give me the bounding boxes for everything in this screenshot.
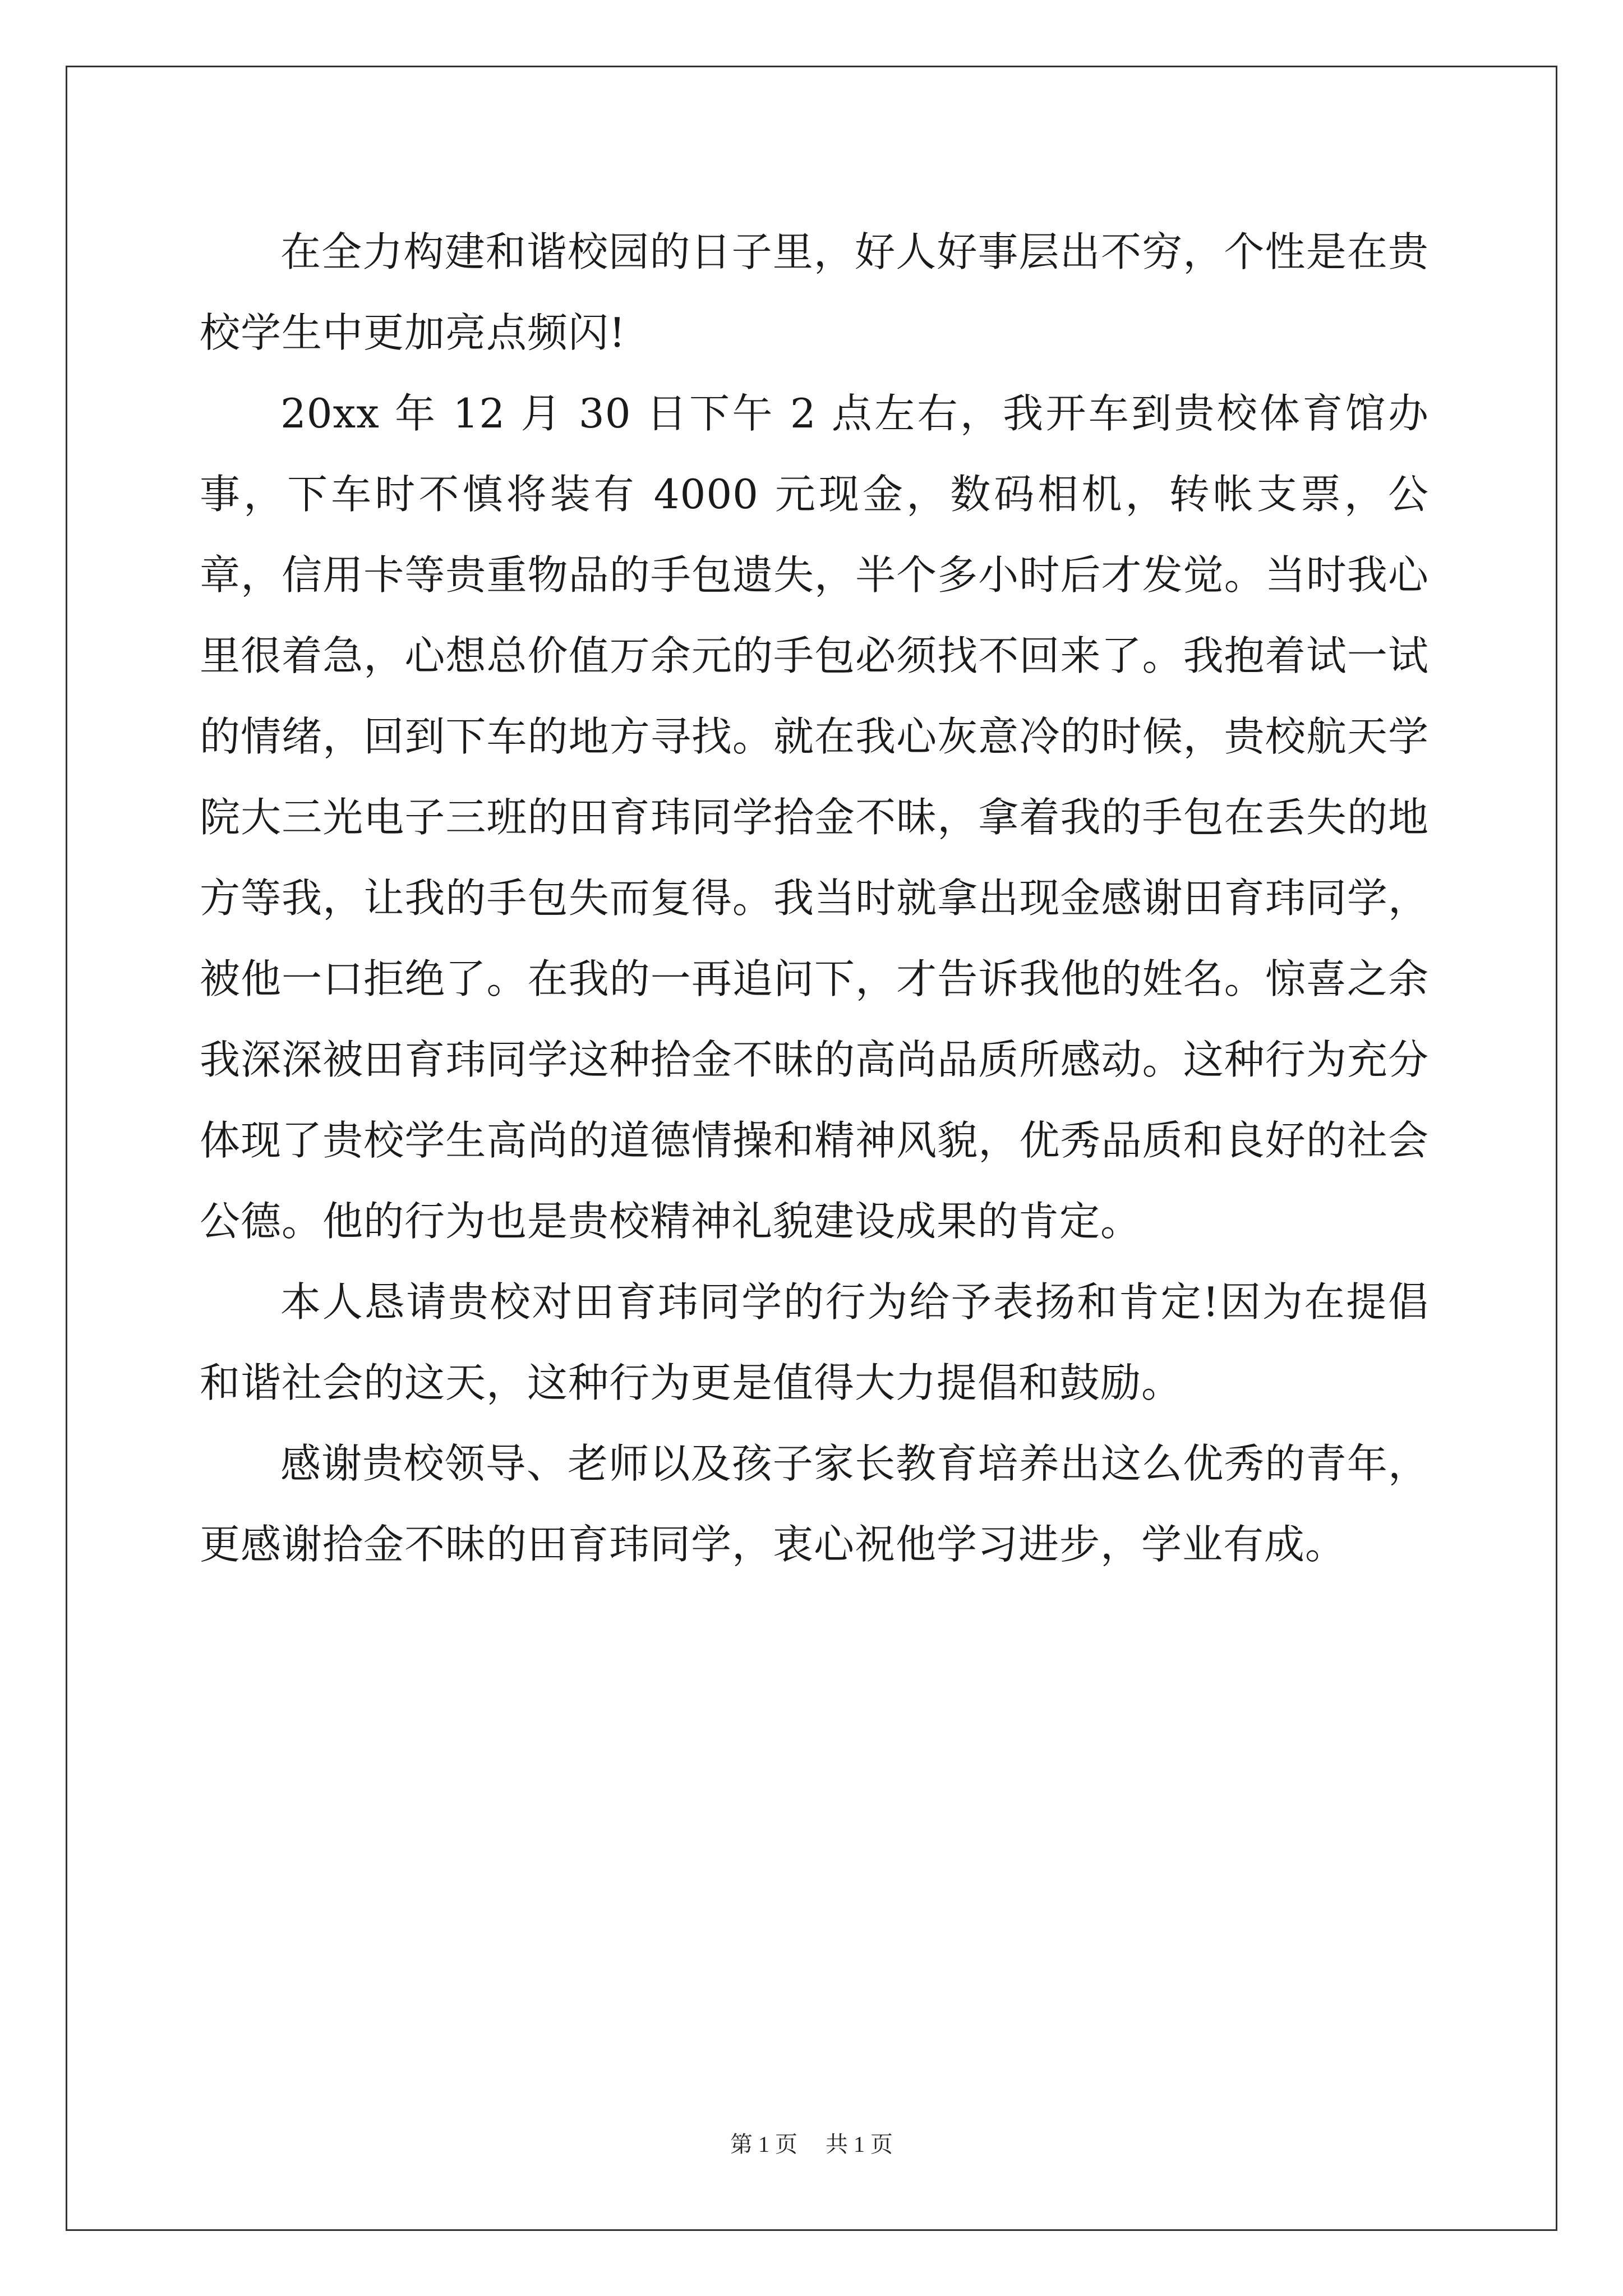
paragraph-1: 在全力构建和谐校园的日子里，好人好事层出不穷，个性是在贵校学生中更加亮点频闪! bbox=[200, 228, 1429, 356]
paragraph-2: 20xx 年 12 月 30 日下午 2 点左右，我开车到贵校体育馆办事，下车时不慎将装有 4000 元现金，数码相机，转帐支票，公章，信用卡等贵重物品的手包遗失，半个多小时后才发觉。当时我心里很着急，心想总价值万余元的手包必须找不回来了。我抱着试一试的情绪，回到下车的地方寻找。就在我心灰意冷的时候，贵校航天学院大三光电子三班的田育玮同学拾金不昧，拿着我的手包在丢失的地方等我，让我的手包失而复得。我当时就拿出现金感谢田育玮同学，被他一口拒绝了。在我的一再追问下，才告诉我他的姓名。惊喜之余我深深被田育玮同学这种拾金不昧的高尚品质所感动。这种行为充分体现了贵校学生高尚的道德情操和精神风貌，优秀品质和良好的社会公德。他的行为也是贵校精神礼貌建设成果的肯定。 bbox=[200, 390, 1429, 1245]
page-footer bbox=[0, 2131, 1623, 2159]
document-body bbox=[200, 211, 1429, 1585]
page-number-current: 第 1 页 bbox=[730, 2132, 797, 2157]
paragraph-4: 感谢贵校领导、老师以及孩子家长教育培养出这么优秀的青年，更感谢拾金不昧的田育玮同学，衷心祝他学习进步，学业有成。 bbox=[200, 1440, 1429, 1568]
paragraph-3: 本人恳请贵校对田育玮同学的行为给予表扬和肯定!因为在提倡和谐社会的这天，这种行为更是值得大力提倡和鼓励。 bbox=[200, 1278, 1429, 1406]
page-number-total: 共 1 页 bbox=[826, 2132, 893, 2157]
